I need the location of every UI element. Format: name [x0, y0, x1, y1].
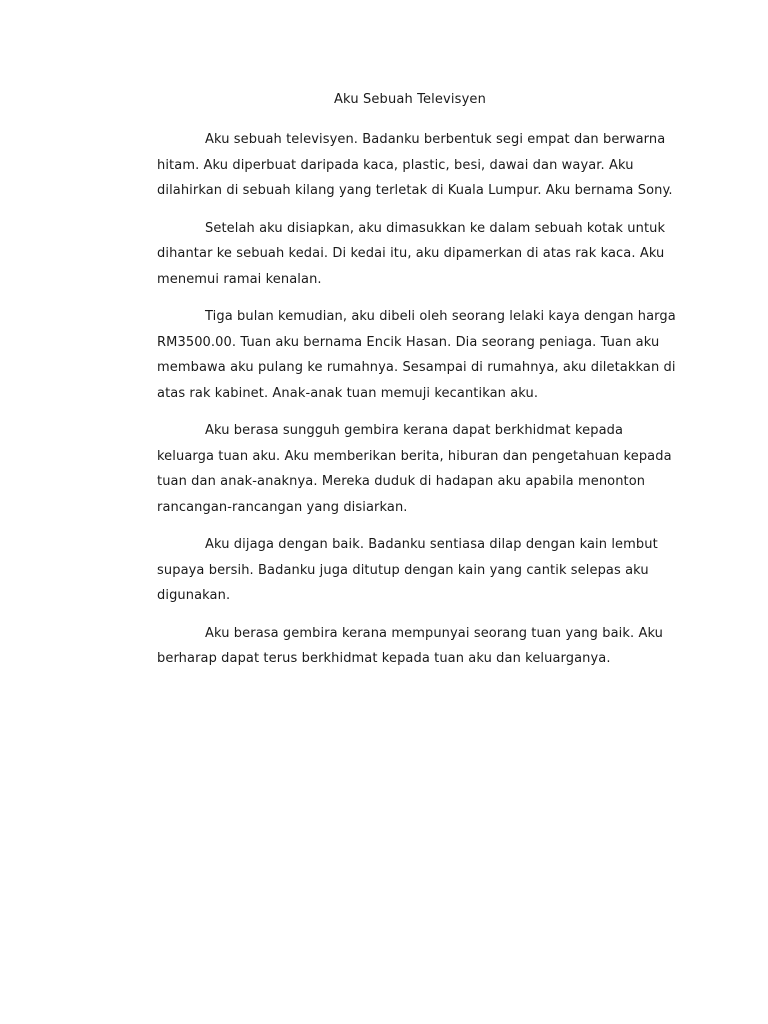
paragraph-line: rancangan-rancangan yang disiarkan. — [157, 499, 408, 515]
paragraph-1 — [157, 127, 673, 204]
paragraph-line: RM3500.00. Tuan aku bernama Encik Hasan. Dia seorang peniaga. Tuan aku — [157, 334, 660, 350]
paragraph-line: Tiga bulan kemudian, aku dibeli oleh seorang lelaki kaya dengan harga — [205, 309, 676, 324]
paragraph-line: digunakan. — [157, 588, 231, 603]
paragraph-line: supaya bersih. Badanku juga ditutup dengan kain yang cantik selepas aku — [157, 562, 649, 578]
paragraph-line: Aku berasa gembira kerana mempunyai seorang tuan yang baik. Aku — [205, 625, 664, 641]
paragraph-line: Aku berasa sungguh gembira kerana dapat berkhidmat kepada — [205, 423, 624, 438]
document-title: Aku Sebuah Televisyen — [334, 92, 486, 107]
paragraph-line: Setelah aku disiapkan, aku dimasukkan ke dalam sebuah kotak untuk — [205, 220, 666, 236]
paragraph-line: dilahirkan di sebuah kilang yang terletak di Kuala Lumpur. Aku bernama Sony. — [157, 183, 673, 198]
paragraph-line: keluarga tuan aku. Aku memberikan berita, hiburan dan pengetahuan kepada — [157, 448, 672, 464]
paragraph-line: Aku dijaga dengan baik. Badanku sentiasa dilap dengan kain lembut — [205, 537, 658, 552]
paragraph-2 — [157, 216, 666, 293]
paragraph-line: menemui ramai kenalan. — [157, 271, 322, 287]
paragraph-line: Aku sebuah televisyen. Badanku berbentuk segi empat dan berwarna — [205, 132, 666, 147]
paragraph-line: hitam. Aku diperbuat daripada kaca, plastic, besi, dawai dan wayar. Aku — [157, 157, 634, 173]
paragraph-line: dihantar ke sebuah kedai. Di kedai itu, aku dipamerkan di atas rak kaca. Aku — [157, 246, 665, 261]
paragraph-line: membawa aku pulang ke rumahnya. Sesampai di rumahnya, aku diletakkan di — [157, 360, 676, 375]
paragraph-6 — [157, 621, 664, 672]
paragraph-line: tuan dan anak-anaknya. Mereka duduk di hadapan aku apabila menonton — [157, 474, 646, 489]
paragraph-line: berharap dapat terus berkhidmat kepada tuan aku dan keluarganya. — [157, 651, 611, 666]
paragraph-4 — [157, 418, 672, 520]
paragraph-line: atas rak kabinet. Anak-anak tuan memuji kecantikan aku. — [157, 385, 539, 401]
document-body — [157, 127, 676, 684]
paragraph-3 — [157, 304, 676, 406]
paragraph-5 — [157, 532, 657, 609]
